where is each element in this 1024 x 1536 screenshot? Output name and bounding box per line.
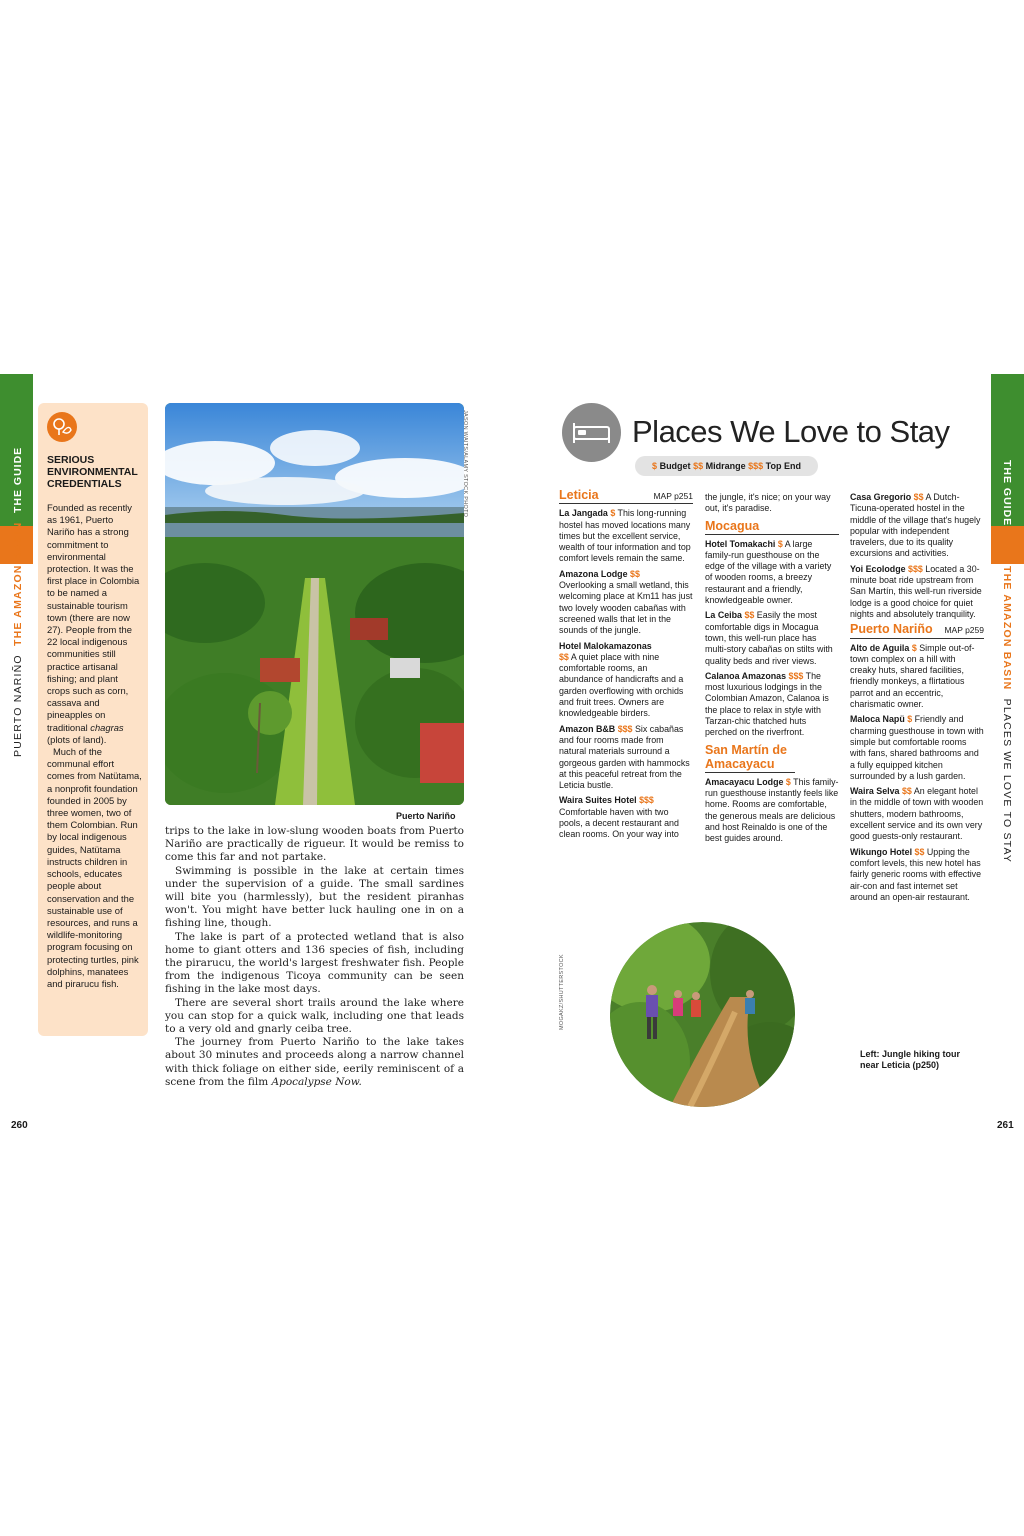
place-label-right: PLACES WE LOVE TO STAY xyxy=(1001,698,1013,864)
listing-item: Casa Gregorio $$ A Dutch-Ticuna-operated hostel in the middle of the village that's hugely popular with independent travelers, due to its quality excursions and activities. xyxy=(850,492,981,559)
page-number-right: 261 xyxy=(997,1120,1014,1131)
listing-column-3 xyxy=(850,492,984,907)
listing-item: Hotel Tomakachi $ A large family-run guesthouse on the edge of the village with a variety of wooden rooms, a breezy restaurant and a friendly, knowledgeable owner. xyxy=(705,538,832,606)
tree-with-leaf-icon xyxy=(47,412,77,442)
section-tab-place xyxy=(12,522,24,757)
place-label: PUERTO NARIÑO xyxy=(12,654,24,757)
body-paragraph-last xyxy=(165,1036,464,1089)
body-paragraph: Swimming is possible in the lake at certain times under the supervision of a guide. The small sardines will bite you (harmlessly), but the resident piranhas won't. You might have better luck hauling one in on a fishing line, though. xyxy=(165,864,464,930)
listing-item: Calanoa Amazonas $$$ The most luxurious lodgings in the Colombian Amazon, Calanoa is the place to relax in style with Tarzan-chic thatched huts perched on the riverfront. xyxy=(705,670,829,738)
photo-credit: JASON WAITS/ALAMY STOCK PHOTO xyxy=(462,410,468,518)
sidebar-p1-em: chagras xyxy=(90,721,124,733)
listing-item: La Ceiba $$ Easily the most comfortable digs in Mocagua town, this well-run place has multi-story cabañas on stilts with quality beds and river views. xyxy=(705,610,833,666)
listing-item: Wikungo Hotel $$ Upping the comfort levels, this new hotel has fairly generic rooms with effective air-con and fast internet set around an open-air restaurant. xyxy=(850,846,982,902)
sidebar-p1-a: Founded as recently as 1961, Puerto Nariño has a strong commitment to environmental protection. It was the first place in Colombia to be named a sustainable tourism town (there are now 27). People from the 22 local indigenous communities still practice artisanal fishing; and plant crops such as corn, cassava and pineapples on traditional xyxy=(47,502,140,733)
section-puerto-narino: Puerto Nariño MAP p259 xyxy=(850,624,984,638)
sidebar-box xyxy=(38,403,148,1036)
price-legend: $ Budget $$ Midrange $$$ Top End xyxy=(635,456,818,476)
section-leticia: Leticia MAP p251 xyxy=(559,490,693,504)
listing-item: Waira Selva $$ An elegant hotel in the middle of town with wooden shutters, modern bathrooms, excellent service and its own very good guests-only restaurant. xyxy=(850,786,984,842)
circle-photo-credit: MOGAKZ/SHUTTERSTOCK xyxy=(559,954,565,1030)
body-last-a: The journey from Puerto Nariño to the lake takes about 30 minutes and proceeds along a narrow channel with thick foliage on either side, eerily reminiscent of a scene from the film xyxy=(165,1036,464,1088)
listing-column-1 xyxy=(559,490,693,845)
section-tab-place-right xyxy=(1001,566,1013,863)
body-last-em: Apocalypse Now. xyxy=(271,1075,362,1088)
sidebar-paragraph-2: Much of the communal effort comes from Natütama, a nonprofit foundation founded in 2005 by three women, two of them Colombian. Run by local indigenous guides, Natütama instructs children in schools, educates people about conservation and the sustainable use of resources, and runs a wildlife-monitoring program focusing on protecting turtles, pink dolphins, manatees and pirarucu fish. xyxy=(47,746,142,989)
listing-item: La Jangada $ This long-running hostel has moved locations many times but the excellent service, wealth of tour information and top comfort levels remain the same. xyxy=(559,508,691,564)
photo-caption: Puerto Nariño xyxy=(396,811,456,821)
left-body-text xyxy=(165,825,464,1089)
sidebar-paragraph-1 xyxy=(47,502,143,746)
section-label-right: THE AMAZON BASIN xyxy=(1001,566,1013,691)
listing-item-continued: the jungle, it's nice; on your way out, it's paradise. xyxy=(705,492,831,514)
sidebar-p1-b: (plots of land). xyxy=(47,733,107,745)
body-paragraph: The lake is part of a protected wetland that is also home to giant otters and 136 species of fish, including the pirarucu, the world's largest freshwater fish. People from the indigenous Ticoya community can be seen fishing in the lake most days. xyxy=(165,930,464,996)
listing-item: Alto de Aguila $ Simple out-of-town complex on a hill with creaky huts, shared facilities, friendly monkeys, a flirtatious parrot and an eccentric, charismatic owner. xyxy=(850,642,975,710)
guide-tab-label-right: THE GUIDE xyxy=(1001,460,1013,527)
page-title: Places We Love to Stay xyxy=(632,414,950,449)
circle-photo-caption: Left: Jungle hiking tour near Leticia (p250) xyxy=(860,1049,960,1070)
bed-icon xyxy=(562,403,621,462)
page-number-left: 260 xyxy=(11,1120,28,1131)
section-san-martin: San Martín de Amacayacu xyxy=(705,743,795,773)
listing-item: Waira Suites Hotel $$$ Comfortable haven with two pools, a decent restaurant and clean rooms. On your way into xyxy=(559,795,679,840)
puerto-narino-photo xyxy=(165,403,464,805)
listing-item: Yoi Ecolodge $$$ Located a 30-minute boat ride upstream from San Martín, this well-run riverside lodge is a good choice for quiet nights and absolutely tranquility. xyxy=(850,563,982,619)
guide-tab-label: THE GUIDE xyxy=(12,446,24,513)
listing-item: Amacayacu Lodge $ This family-run guesthouse instantly feels like home. Rooms are comfortable, the generous meals are delicious and host Reinaldo is one of the best guides around. xyxy=(705,776,839,844)
listing-item: Amazon B&B $$$ Six cabañas and four rooms made from natural materials surround a gorgeous garden with hammocks at this peaceful retreat from the Leticia bustle. xyxy=(559,723,690,791)
sidebar-title: SERIOUS ENVIRONMENTAL CREDENTIALS xyxy=(47,454,138,490)
section-mocagua: Mocagua xyxy=(705,519,839,535)
listing-item: Amazona Lodge $$ Overlooking a small wetland, this welcoming place at Km11 has just two lovely wooden cabañas with screened walls that let in the sounds of the jungle. xyxy=(559,568,693,636)
body-paragraph: trips to the lake in low-slung wooden boats from Puerto Nariño are practically de rigueur. It would be remiss to come this far and not partake. xyxy=(165,825,464,864)
section-label: THE AMAZON BASIN xyxy=(12,521,24,647)
jungle-hiking-photo xyxy=(610,922,795,1107)
section-tab-right xyxy=(991,526,1024,564)
body-paragraph: There are several short trails around the lake where you can stop for a quick walk, including one that leads to a very old and gnarly ceiba tree. xyxy=(165,996,464,1036)
listing-column-2 xyxy=(705,492,839,848)
listing-item: Hotel Malokamazonas $$ A quiet place with nine comfortable rooms, an abundance of handicrafts and a garden overflowing with orchids and fruit trees. Owners are knowledgeable birders. xyxy=(559,640,684,719)
listing-item: Maloca Napü $ Friendly and charming guesthouse in town with simple but comfortable rooms with fans, shared bathrooms and a fully equipped kitchen surrounded by a lush garden. xyxy=(850,714,984,781)
